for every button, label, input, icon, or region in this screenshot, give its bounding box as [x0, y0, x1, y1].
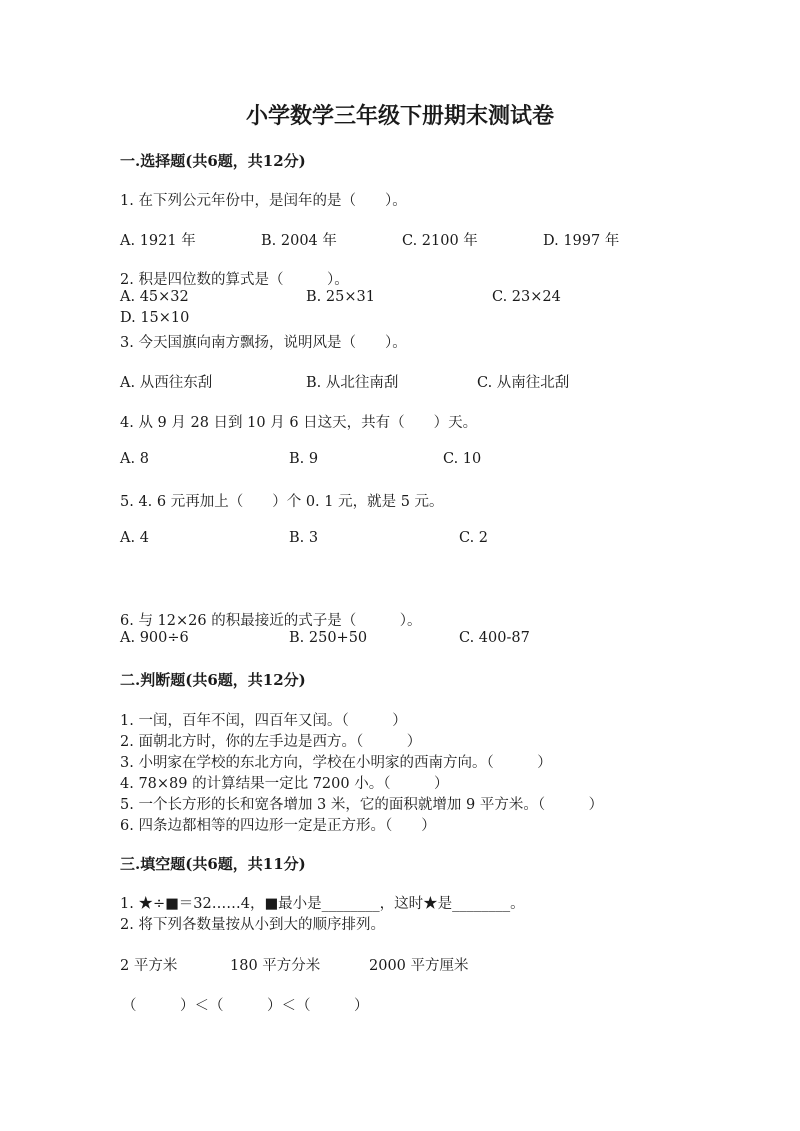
question-5-option-c: C. 2 — [459, 530, 489, 546]
question-5-stem: 5. 4. 6 元再加上（ ）个 0. 1 元，就是 5 元。 — [120, 494, 444, 510]
question-5-option-b: B. 3 — [289, 530, 319, 546]
judgement-item-1: 1. 一闰，百年不闰，四百年又闰。（ ） — [120, 713, 407, 729]
question-4-option-c: C. 10 — [443, 451, 482, 467]
question-3-option-c: C. 从南往北刮 — [477, 375, 570, 391]
question-3-stem: 3. 今天国旗向南方飘扬，说明风是（ ）。 — [120, 335, 407, 351]
quantity-1: 2 平方米 — [120, 958, 178, 974]
question-2-option-a: A. 45×32 — [120, 289, 189, 305]
judgement-item-6: 6. 四条边都相等的四边形一定是正方形。（ ） — [120, 818, 436, 834]
question-1-option-d: D. 1997 年 — [543, 233, 620, 249]
fill-question-1: 1. ★÷■＝32……4，■最小是________，这时★是________。 — [120, 896, 525, 912]
judgement-item-3: 3. 小明家在学校的东北方向，学校在小明家的西南方向。（ ） — [120, 755, 552, 771]
question-2-option-d: D. 15×10 — [120, 310, 190, 326]
question-1-option-b: B. 2004 年 — [261, 233, 337, 249]
section-heading-judgement: 二.判断题(共6题，共12分) — [120, 671, 306, 689]
question-1-stem: 1. 在下列公元年份中，是闰年的是（ ）。 — [120, 193, 407, 209]
question-6-stem: 6. 与 12×26 的积最接近的式子是（ ）。 — [120, 613, 422, 629]
question-6-option-a: A. 900÷6 — [120, 630, 189, 646]
question-4-option-b: B. 9 — [289, 451, 319, 467]
judgement-item-5: 5. 一个长方形的长和宽各增加 3 米，它的面积就增加 9 平方米。（ ） — [120, 797, 604, 813]
question-3-option-b: B. 从北往南刮 — [306, 375, 399, 391]
question-4-stem: 4. 从 9 月 28 日到 10 月 6 日这天，共有（ ）天。 — [120, 415, 478, 431]
question-6-option-b: B. 250+50 — [289, 630, 368, 646]
section-heading-choice: 一.选择题(共6题，共12分) — [120, 152, 306, 170]
question-4-option-a: A. 8 — [120, 451, 149, 467]
quantity-2: 180 平方分米 — [230, 958, 321, 974]
question-6-option-c: C. 400-87 — [459, 630, 530, 646]
judgement-item-4: 4. 78×89 的计算结果一定比 7200 小。（ ） — [120, 776, 449, 792]
question-2-option-b: B. 25×31 — [306, 289, 375, 305]
question-1-option-c: C. 2100 年 — [402, 233, 478, 249]
fill-question-2: 2. 将下列各数量按从小到大的顺序排列。 — [120, 917, 385, 933]
question-2-option-c: C. 23×24 — [492, 289, 561, 305]
quantity-3: 2000 平方厘米 — [369, 958, 469, 974]
judgement-item-2: 2. 面朝北方时，你的左手边是西方。（ ） — [120, 734, 422, 750]
question-5-option-a: A. 4 — [120, 530, 149, 546]
question-1-option-a: A. 1921 年 — [120, 233, 196, 249]
question-2-stem: 2. 积是四位数的算式是（ ）。 — [120, 272, 349, 288]
question-3-option-a: A. 从西往东刮 — [120, 375, 213, 391]
order-answer-blanks: （ ）＜（ ）＜（ ） — [122, 998, 369, 1014]
section-heading-fill-blank: 三.填空题(共6题，共11分) — [120, 855, 306, 873]
page-title: 小学数学三年级下册期末测试卷 — [245, 103, 554, 129]
